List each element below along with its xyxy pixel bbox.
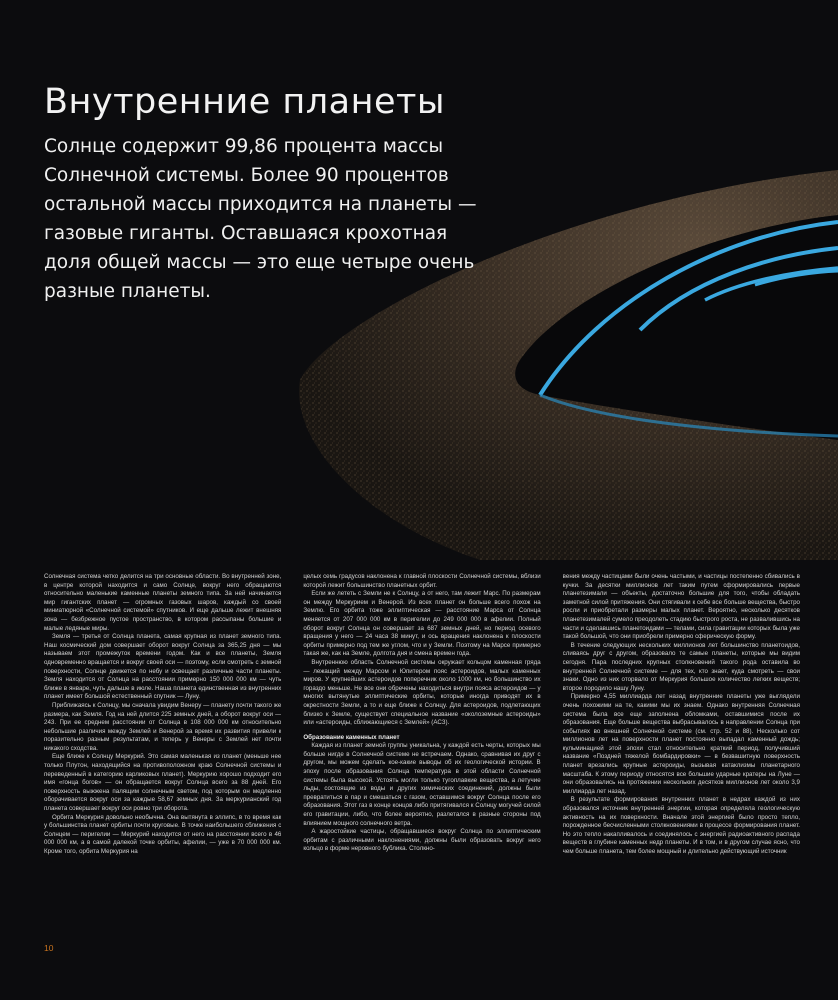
paragraph: вения между частицами были очень частыми, и частицы постепенно сбивались в кучки. За десятки миллионов лет таким путем сформировались первые планетезимали — объекты, достаточно большие для того, чтобы обладать заметной силой притяжения. Они стягивали к себе все больше вещества, быстро росли и приобретали размеры малых планет. Вероятно, несколько десятков планетезималей сумело преодолеть стадию быстрого роста, не развалившись на части и сделавшись планетоидами — телами, сила гравитации которых была уже такой большой, что они приобрели примерно сферическую форму. [562, 573, 800, 641]
paragraph: Еще ближе к Солнцу Меркурий. Это самая маленькая из планет (меньше нее только Плутон, находящийся на противоположном краю Солнечной системы и переведенный в категорию карликовых планет). Меркурию хорошо подходит его имя «гонца богов» — он обращается вокруг Солнца всего за 88 дней. Его поверхность выжжена палящим солнечным светом, под которым он медленно оборачивается вокруг оси за каждые 58,67 земных дня. За меркурианский год планета совершает вокруг оси ровно три оборота. [44, 753, 282, 813]
paragraph: Приближаясь к Солнцу, мы сначала увидим Венеру — планету почти такого же размера, как Земля. Год на ней длится 225 земных дней, а оборот вокруг оси — 243. При ее среднем расстоянии от Солнца в 108 000 000 км относительно небольшие различия между Землей и Венерой за время их развития привели к поразительно разным результатам, и теперь у Венеры с Землей нет почти никакого сходства. [44, 701, 282, 752]
section-subheading: Образование каменных планет [303, 733, 400, 741]
paragraph: Орбита Меркурия довольно необычна. Она вытянута в эллипс, в то время как у большинства планет орбиты почти круговые. В точке наибольшего сближения с Солнцем — перигелии — Меркурий находится от него на расстоянии всего в 46 000 000 км, а в самой далекой точке орбиты, афелии, — уже в 70 000 000 км. Кроме того, орбита Меркурия на [44, 813, 282, 855]
paragraph: В результате формирования внутренних планет в недрах каждой из них образовался источник внутренней энергии, которая определяла геологическую активность на их поверхности. Вначале этой энергией было просто тепло, порожденное бесчисленными столкновениями в процессе формирования планет. Но это тепло накапливалось и соединялось с энергией радиоактивного распада веществ в глубине каменных недр планеты. И в том, и в другом случае ясно, что чем больше планета, тем более мощный и длительно действующий источник [562, 796, 800, 855]
text-column-2 [303, 573, 540, 943]
paragraph: Каждая из планет земной группы уникальна, у каждой есть черты, которых мы больше нигде в Солнечной системе не встречаем. Однако, сравнивая их друг с другом, мы можем сделать кое-какие выводы об их геологической истории. В эпоху после образования Солнца температура в этой области Солнечной системы была высокой. Устоять могли только тугоплавкие вещества, а летучие льды, состоящие из воды и других химических соединений, должны были превратиться в пар и смешаться с газом, оставшимся вокруг Солнца после его образования. Этот газ в конце концов либо притягивался к Солнцу могучей силой его гравитации, либо, что более вероятно, разлетался в разные стороны под влиянием мощного солнечного ветра. [303, 742, 541, 827]
lead-paragraph: Солнце содержит 99,86 процента массы Солнечной системы. Более 90 процентов остальной массы приходится на планеты — газовые гиганты. Оставшаяся крохотная доля общей массы — это еще четыре очень разные планеты. [44, 136, 477, 302]
text-column-1 [44, 573, 281, 943]
paragraph: Земля — третья от Солнца планета, самая крупная из планет земного типа. Наш космический дом совершает оборот вокруг Солнца за 365,25 дня — мы называем этот промежуток времени годом. Как и все планеты, Земля одновременно вращается и вокруг своей оси — поэтому, если смотреть с земной поверхности, Солнце движется по небу и освещает различные части планеты. Земля находится от Солнца на расстоянии примерно 150 000 000 км — чуть ближе в январе, чуть дальше в июле. Наша планета единственная из внутренних планет имеет большой естественный спутник — Луну. [44, 633, 282, 701]
paragraph: целых семь градусов наклонена к главной плоскости Солнечной системы, вблизи которой лежит большинство планетных орбит. [303, 573, 541, 589]
page-number: 10 [44, 943, 54, 953]
paragraph: В течение следующих нескольких миллионов лет большинство планетоидов, сливаясь друг с другом, образовало те самые планеты, которые мы видим сегодня. Пара последних крупных столкновений такого рода оставила во внутренней Солнечной системе — для тех, кто знает, куда смотреть — свои знаки. Одно из них оторвало от Меркурия большое количество легких веществ; второе породило нашу Луну. [562, 641, 800, 692]
paragraph: Если же лететь с Земли не к Солнцу, а от него, там лежит Марс. По размерам он между Меркурием и Венерой. Из всех планет он больше всего похож на Землю. Его орбита тоже эллиптическая — расстояние Марса от Солнца меняется от 207 000 000 км в перигелии до 249 000 000 в афелии. Полный оборот вокруг Солнца он совершает за 687 земных дней, но период осевого вращения у него — 24 часа 38 минут, и ось вращения наклонена к плоскости орбиты примерно под тем же углом, что и у Земли. Поэтому на Марсе примерно такая же, как на Земле, долгота дня и смена времен года. [303, 590, 541, 658]
text-column-3 [563, 573, 800, 943]
paragraph: Примерно 4,55 миллиарда лет назад внутренние планеты уже выглядели очень похожими на те, какими мы их знаем. Однако внутренняя Солнечная система была все еще заполнена обломками, оставшимися после их образования. Еще больше вещества выбрасывалось в направлении Солнца при событиях во внешней Солнечной системе (см. стр. 52 и 88). Несколько сот миллионов лет на поверхности планет постоянно выпадал каменный дождь; кульминацией этой эпохи стал относительно краткий период, получивший название «Поздней тяжелой бомбардировки» — в безвашитную поверхность планет врезались крупные астероиды, вызывая катаклизмы планетарного масштаба. К этому периоду относятся все большие ударные кратеры на Луне — они образовались на протяжении нескольких десятков миллионов лет около 3,9 миллиарда лет назад. [562, 693, 800, 795]
paragraph: Внутреннюю область Солнечной системы окружает кольцом каменная гряда — лежащий между Марсом и Юпитером пояс астероидов, малых каменных миров. У крупнейших астероидов поперечник около 1000 км, но большинство их гораздо меньше. Не все они обречены находиться внутри пояса астероидов — у многих вытянутые эллиптические орбиты, которые иногда приводят их в окрестности Земли, а то и еще ближе к Солнцу. Для астероидов, подлетающих близко к Земле, существует специальное название «околоземные астероиды» или «астероиды, сближающиеся с Землей» (АСЗ). [303, 658, 541, 727]
paragraph: Солнечная система четко делится на три основные области. Во внутренней зоне, в центре которой находится и само Солнце, вокруг него обращаются относительно маленькие каменные планеты земного типа. За ней начинается мир гигантских планет — огромных газовых шаров, каждый со своей миниатюрной «Солнечной системой» спутников. И еще дальше лежит внешняя зона — безбрежное пустое пространство, в котором рассыпаны большие и малые ледяные миры. [44, 573, 282, 632]
paragraph: А жаростойкие частицы, обращавшиеся вокруг Солнца по эллиптическим орбитам с различными наклонениями, должны были образовать вокруг него кольцо в форме неровного бублика. Столкно- [303, 828, 541, 853]
body-text [44, 573, 800, 943]
page-title: Внутренние планеты [44, 82, 446, 122]
